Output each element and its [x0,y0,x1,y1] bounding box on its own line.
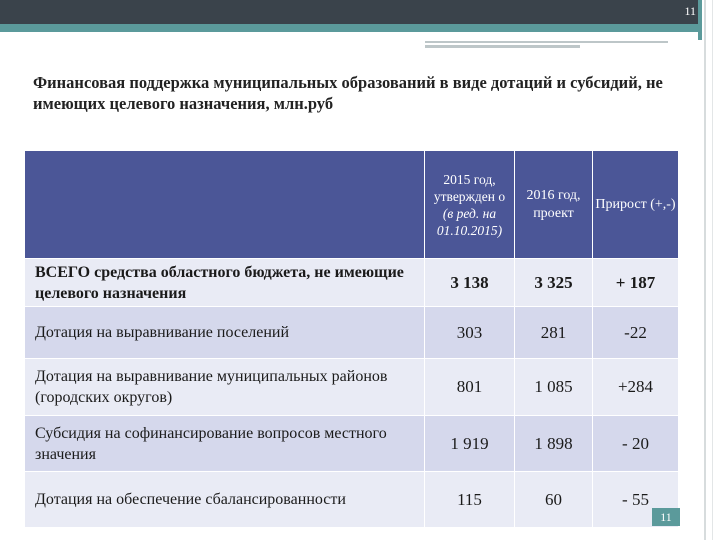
header-2015-note: (в ред. на 01.10.2015) [436,205,503,238]
right-border-line [704,0,706,540]
row-label: Дотация на обеспечение сбалансированности [25,472,425,528]
right-border-line [712,0,713,540]
table-header-row [25,151,679,259]
table-row [25,259,679,307]
slide-title: Финансовая поддержка муниципальных образований в виде дотаций и субсидий, не имеющих целевого назначения, млн.руб [33,73,663,113]
top-bar [0,0,700,24]
value-growth: +284 [593,359,679,416]
header-label [25,151,425,259]
value-2015: 3 138 [425,259,515,307]
table-row [25,359,679,416]
value-growth: - 55 [593,472,679,528]
accent-line [425,45,580,48]
page-number-bottom: 11 [652,508,680,526]
value-2016: 281 [515,307,593,359]
header-2015 [425,151,515,259]
row-label: ВСЕГО средства областного бюджета, не имеющие целевого назначения [25,259,425,307]
value-2015: 801 [425,359,515,416]
row-label: Субсидия на софинансирование вопросов местного значения [25,416,425,472]
table-row [25,416,679,472]
table-row [25,472,679,528]
accent-line [425,41,668,43]
value-2015: 303 [425,307,515,359]
table-row [25,307,679,359]
top-accent-bar [0,24,700,32]
value-2016: 1 085 [515,359,593,416]
row-label: Дотация на выравнивание муниципальных районов (городских округов) [25,359,425,416]
value-2016: 60 [515,472,593,528]
value-2015: 1 919 [425,416,515,472]
page-number-top: 11 [684,4,696,18]
row-label: Дотация на выравнивание поселений [25,307,425,359]
header-2016: 2016 год, проект [515,151,593,259]
value-growth: - 20 [593,416,679,472]
right-accent-strip [698,0,702,40]
value-2016: 3 325 [515,259,593,307]
header-2015-title: 2015 год, утвержден о [433,171,506,204]
value-growth: + 187 [593,259,679,307]
header-growth: Прирост (+,-) [593,151,679,259]
value-2015: 115 [425,472,515,528]
support-table [24,150,679,528]
value-growth: -22 [593,307,679,359]
value-2016: 1 898 [515,416,593,472]
